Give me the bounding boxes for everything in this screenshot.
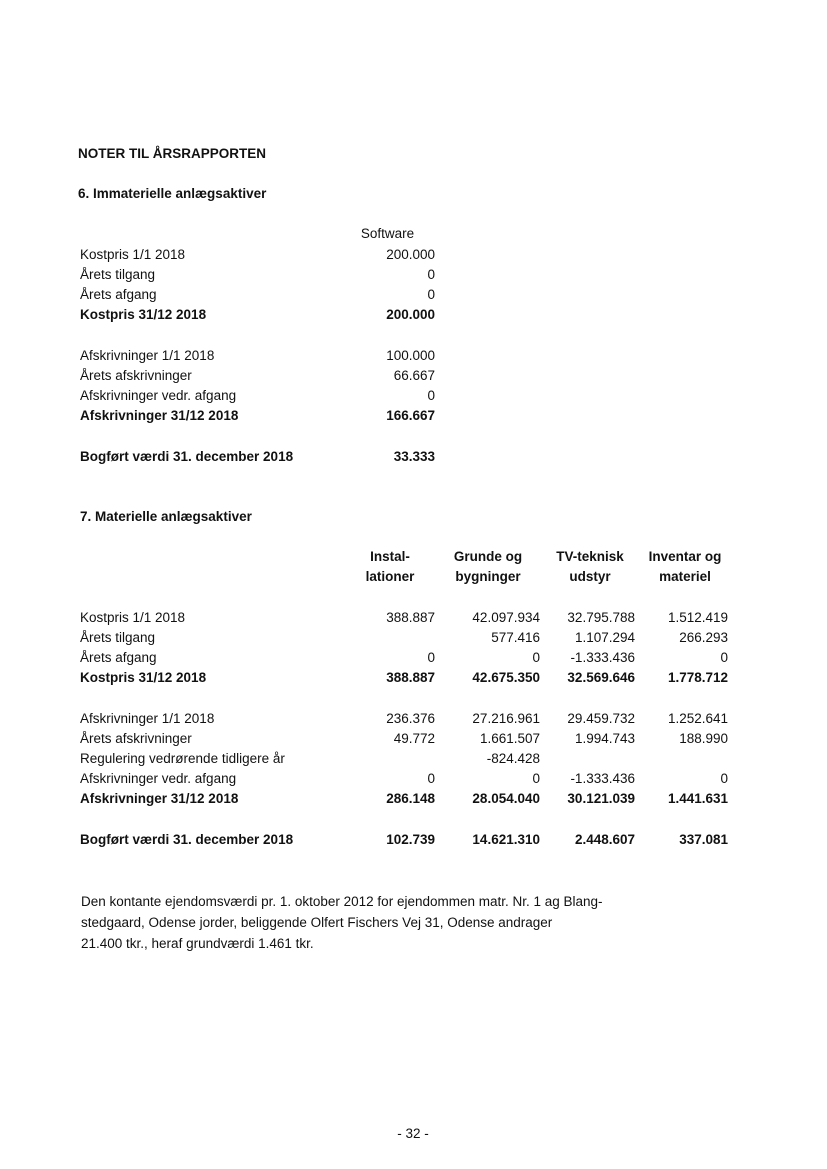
note6-row-label: Årets afskrivninger xyxy=(80,368,192,383)
note7-row-label: Kostpris 1/1 2018 xyxy=(80,610,186,625)
note7-cell: 32.795.788 xyxy=(567,610,635,625)
note7-column-header: Instal- xyxy=(370,549,410,564)
note7-cell: 14.621.310 xyxy=(472,832,540,847)
note7-cell: 29.459.732 xyxy=(567,711,635,726)
note7-row-label: Regulering vedrørende tidligere år xyxy=(80,751,285,766)
note7-column-header: udstyr xyxy=(569,569,611,584)
note6-row-value: 200.000 xyxy=(386,307,435,322)
note6-row-label: Bogført værdi 31. december 2018 xyxy=(80,449,294,464)
note7-cell: 42.675.350 xyxy=(472,670,540,685)
page-heading: NOTER TIL ÅRSRAPPORTEN xyxy=(78,146,267,161)
note7-cell: -1.333.436 xyxy=(570,771,635,786)
note6-title: 6. Immaterielle anlægsaktiver xyxy=(78,186,267,201)
note6-row-value: 0 xyxy=(427,287,435,302)
note7-cell: 188.990 xyxy=(679,731,728,746)
note7-cell: 1.778.712 xyxy=(667,670,728,685)
note7-column-header: TV-teknisk xyxy=(556,549,624,564)
note7-cell: 0 xyxy=(427,650,435,665)
footnote-line: stedgaard, Odense jorder, beliggende Olfert Fischers Vej 31, Odense andrager xyxy=(81,915,553,930)
note7-row-label: Afskrivninger vedr. afgang xyxy=(80,771,237,786)
note7-cell: 0 xyxy=(532,650,540,665)
note7-row-label: Afskrivninger 31/12 2018 xyxy=(80,791,239,806)
note6-column-header: Software xyxy=(360,226,415,241)
note6-row-label: Afskrivninger 1/1 2018 xyxy=(80,348,215,363)
note7-cell: 42.097.934 xyxy=(472,610,540,625)
note6-row-value: 166.667 xyxy=(386,408,435,423)
page-number: - 32 - xyxy=(397,1126,429,1141)
note7-row-label: Kostpris 31/12 2018 xyxy=(80,670,207,685)
note6-row-value: 33.333 xyxy=(393,449,435,464)
note7-row-label: Årets afgang xyxy=(80,650,157,665)
note7-cell: 102.739 xyxy=(386,832,435,847)
note7-cell: 28.054.040 xyxy=(472,791,540,806)
note7-cell: 0 xyxy=(720,650,728,665)
note7-cell: 30.121.039 xyxy=(567,791,635,806)
note7-cell: 27.216.961 xyxy=(472,711,540,726)
note7-cell: 32.569.646 xyxy=(567,670,635,685)
note7-row-label: Bogført værdi 31. december 2018 xyxy=(80,832,294,847)
footnote-line: Den kontante ejendomsværdi pr. 1. oktober 2012 for ejendommen matr. Nr. 1 ag Blang- xyxy=(81,894,603,909)
note7-cell: 337.081 xyxy=(679,832,728,847)
note7-column-header: materiel xyxy=(659,569,711,584)
note7-column-header: lationer xyxy=(365,569,415,584)
note7-column-header: bygninger xyxy=(455,569,521,584)
note7-cell: 236.376 xyxy=(386,711,435,726)
note7-cell: 0 xyxy=(720,771,728,786)
note6-row-value: 200.000 xyxy=(386,247,435,262)
note7-cell: 1.441.631 xyxy=(667,791,728,806)
note7-cell: 1.252.641 xyxy=(667,711,728,726)
note6-row-label: Afskrivninger vedr. afgang xyxy=(80,388,237,403)
note6-row-label: Afskrivninger 31/12 2018 xyxy=(80,408,239,423)
note7-cell: 1.107.294 xyxy=(574,630,635,645)
note7-column-header: Grunde og xyxy=(453,549,523,564)
note6-row-label: Årets afgang xyxy=(80,287,157,302)
note6-row-label: Årets tilgang xyxy=(80,267,156,282)
note7-cell: -1.333.436 xyxy=(570,650,635,665)
note7-cell: 0 xyxy=(532,771,540,786)
footnote-line: 21.400 tkr., heraf grundværdi 1.461 tkr. xyxy=(81,936,314,951)
note7-cell: 1.661.507 xyxy=(479,731,540,746)
note7-cell: 388.887 xyxy=(386,610,435,625)
note7-cell: 266.293 xyxy=(679,630,728,645)
note7-cell: 577.416 xyxy=(491,630,540,645)
note7-cell: -824.428 xyxy=(486,751,540,766)
note6-row-value: 100.000 xyxy=(386,348,435,363)
note7-cell: 388.887 xyxy=(386,670,435,685)
note7-cell: 0 xyxy=(427,771,435,786)
note7-cell: 286.148 xyxy=(386,791,435,806)
note7-row-label: Afskrivninger 1/1 2018 xyxy=(80,711,215,726)
note7-row-label: Årets tilgang xyxy=(80,630,156,645)
note6-row-value: 66.667 xyxy=(393,368,435,383)
note6-row-label: Kostpris 1/1 2018 xyxy=(80,247,186,262)
note7-row-label: Årets afskrivninger xyxy=(80,731,192,746)
note6-row-label: Kostpris 31/12 2018 xyxy=(80,307,207,322)
note7-cell: 1.994.743 xyxy=(574,731,635,746)
note7-cell: 2.448.607 xyxy=(574,832,635,847)
note7-cell: 1.512.419 xyxy=(667,610,728,625)
note6-row-value: 0 xyxy=(427,267,435,282)
note6-row-value: 0 xyxy=(427,388,435,403)
note7-column-header: Inventar og xyxy=(648,549,722,564)
property-value-footnote xyxy=(81,891,661,954)
note7-cell: 49.772 xyxy=(393,731,435,746)
note7-title: 7. Materielle anlægsaktiver xyxy=(80,509,252,524)
